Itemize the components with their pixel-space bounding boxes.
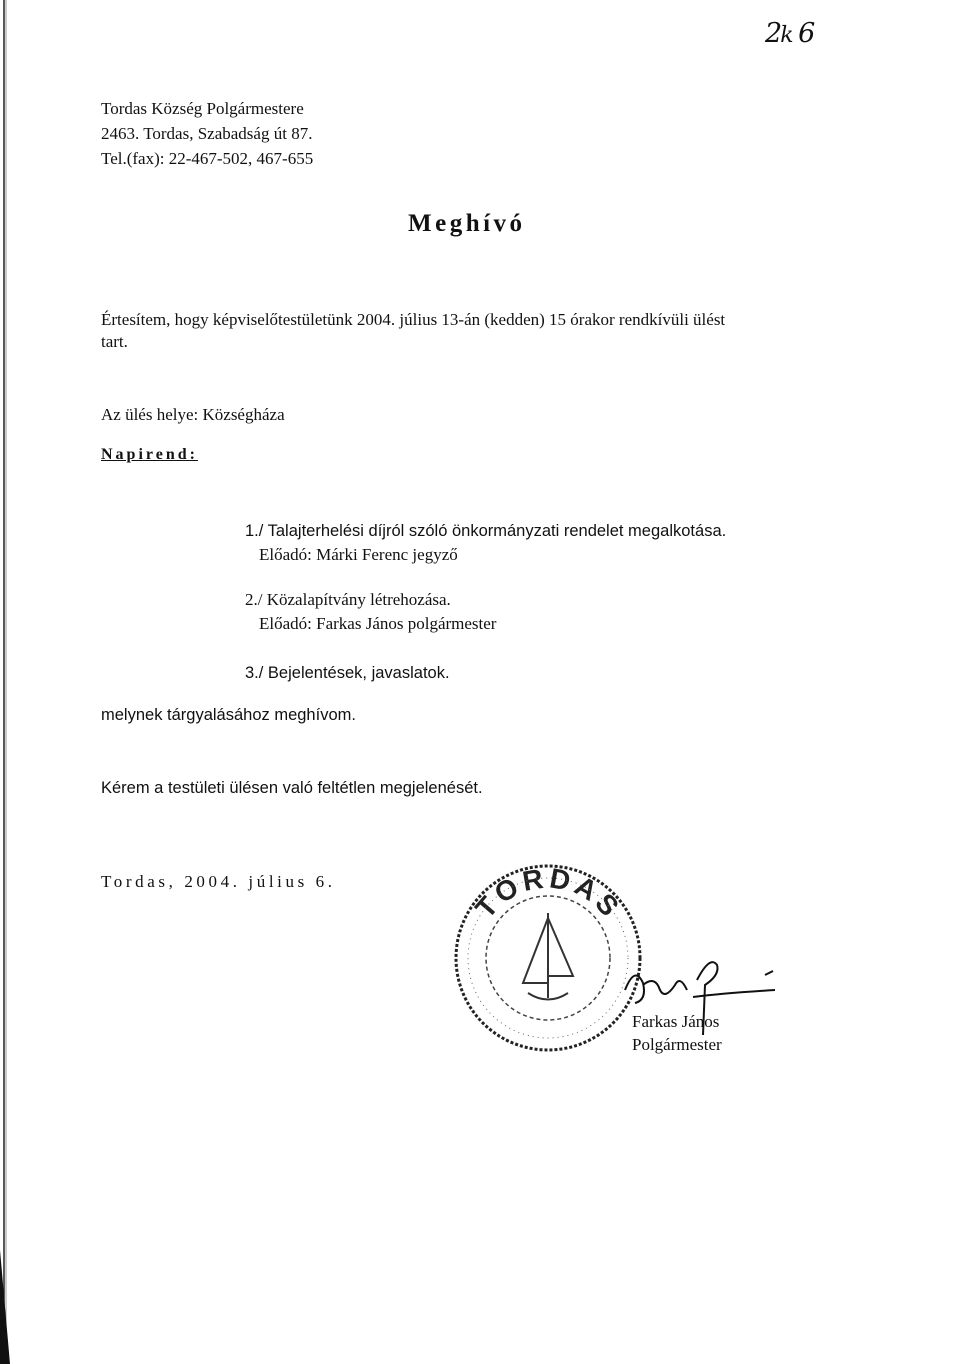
document-title: Meghívó — [408, 210, 526, 237]
agenda-heading: Napirend: — [101, 446, 198, 463]
signatory-title: Polgármester — [632, 1035, 722, 1054]
closing-request: Kérem a testületi ülésen való feltétlen megjelenését. — [101, 779, 483, 797]
closing-invitation: melynek tárgyalásához meghívom. — [101, 706, 356, 724]
svg-text:TORDAS: TORDAS — [469, 862, 628, 925]
agenda-item-1: 1./ Talajterhelési díjról szóló önkormányzati rendelet megalkotása. — [245, 522, 727, 540]
sender-phone: Tel.(fax): 22-467-502, 467-655 — [101, 149, 314, 168]
intro-line-1: Értesítem, hogy képviselőtestületünk 2004. július 13-án (kedden) 15 órakor rendkívüli ülést — [101, 310, 726, 329]
agenda-item-1-speaker: Előadó: Márki Ferenc jegyző — [259, 545, 458, 564]
agenda-item-3: 3./ Bejelentések, javaslatok. — [245, 664, 450, 682]
handwritten-page-number: 2k 6 — [765, 18, 814, 49]
intro-line-2: tart. — [101, 332, 128, 351]
agenda-item-2-speaker: Előadó: Farkas János polgármester — [259, 614, 497, 633]
meeting-venue: Az ülés helye: Községháza — [101, 405, 285, 424]
sender-address: 2463. Tordas, Szabadság út 87. — [101, 124, 313, 143]
signatory-name: Farkas János — [632, 1012, 720, 1031]
sender-name: Tordas Község Polgármestere — [101, 99, 304, 118]
agenda-item-2: 2./ Közalapítvány létrehozása. — [245, 590, 451, 609]
place-and-date: Tordas, 2004. július 6. — [101, 872, 336, 891]
scan-edge-line — [0, 0, 18, 1364]
